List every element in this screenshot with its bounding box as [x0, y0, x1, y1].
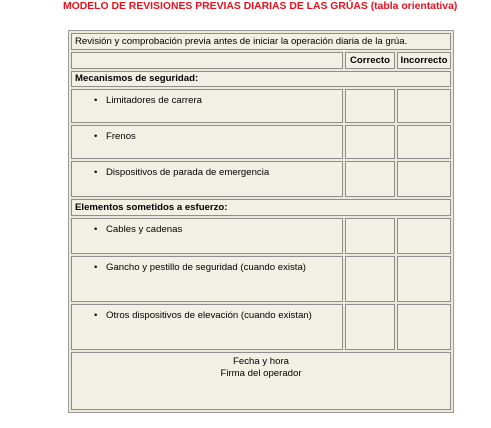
section-heading-safety — [71, 71, 451, 87]
document-title: MODELO DE REVISIONES PREVIAS DIARIAS DE LAS GRÚAS (tabla orientativa) — [63, 1, 458, 12]
section-heading-stress-elements — [71, 199, 451, 216]
table-row — [71, 125, 343, 159]
incorrect-check-cell[interactable] — [397, 161, 451, 197]
bullet-icon: • — [94, 262, 98, 273]
correct-check-cell[interactable] — [345, 256, 395, 302]
correct-column-header — [345, 52, 395, 69]
table-row — [71, 161, 343, 197]
bullet-icon: • — [94, 167, 98, 178]
correct-check-cell[interactable] — [345, 161, 395, 197]
incorrect-column-label: Incorrecto — [400, 55, 448, 66]
correct-check-cell[interactable] — [345, 125, 395, 159]
incorrect-check-cell[interactable] — [397, 256, 451, 302]
intro-cell — [71, 33, 451, 50]
table-row — [71, 304, 343, 350]
incorrect-check-cell[interactable] — [397, 304, 451, 350]
incorrect-check-cell[interactable] — [397, 89, 451, 123]
item-label: Limitadores de carrera — [106, 95, 202, 106]
correct-column-label: Correcto — [350, 55, 390, 66]
section-heading-text: Mecanismos de seguridad: — [75, 73, 199, 84]
table-row — [71, 218, 343, 254]
correct-check-cell[interactable] — [345, 89, 395, 123]
header-blank-cell — [71, 52, 343, 69]
correct-check-cell[interactable] — [345, 218, 395, 254]
bullet-icon: • — [94, 95, 98, 106]
correct-check-cell[interactable] — [345, 304, 395, 350]
date-time-label: Fecha y hora — [233, 356, 289, 367]
incorrect-check-cell[interactable] — [397, 218, 451, 254]
item-label: Otros dispositivos de elevación (cuando existan) — [106, 310, 312, 321]
bullet-icon: • — [94, 224, 98, 235]
incorrect-column-header — [397, 52, 451, 69]
bullet-icon: • — [94, 131, 98, 142]
item-label: Gancho y pestillo de seguridad (cuando exista) — [106, 262, 306, 273]
table-row — [71, 89, 343, 123]
table-row — [71, 256, 343, 302]
incorrect-check-cell[interactable] — [397, 125, 451, 159]
item-label: Frenos — [106, 131, 136, 142]
signature-box[interactable] — [71, 352, 451, 410]
bullet-icon: • — [94, 310, 98, 321]
intro-text: Revisión y comprobación previa antes de iniciar la operación diaria de la grúa. — [75, 36, 408, 47]
item-label: Dispositivos de parada de emergencia — [106, 167, 270, 178]
operator-signature-label: Firma del operador — [220, 368, 302, 379]
revision-table — [68, 30, 454, 413]
item-label: Cables y cadenas — [106, 224, 183, 235]
section-heading-text: Elementos sometidos a esfuerzo: — [75, 202, 228, 213]
